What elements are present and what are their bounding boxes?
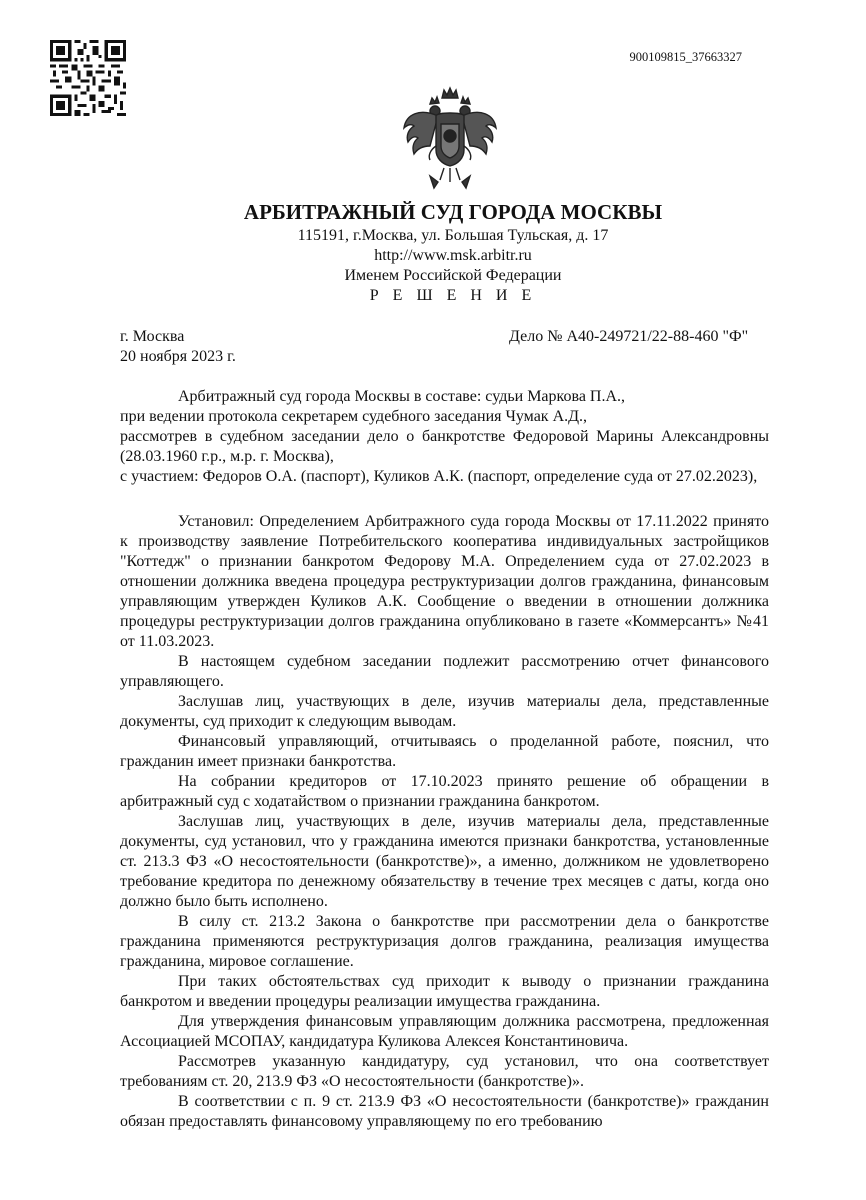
paragraph: В соответствии с п. 9 ст. 213.9 ФЗ «О несостоятельности (банкротстве)» гражданин обязан предоставлять финансовому управляющему по его требованию (120, 1093, 769, 1130)
court-header (0, 198, 866, 306)
case-number: Дело № А40-249721/22-88-460 "Ф" (509, 328, 749, 345)
composition-line: с участием: Федоров О.А. (паспорт), Куликов А.К. (паспорт, определение суда от 27.02.2023), (120, 468, 758, 485)
composition-line: Арбитражный суд города Москвы в составе: судьи Маркова П.А., (178, 388, 626, 405)
composition-line: рассмотрев в судебном заседании дело о банкротстве Федоровой Марины Александровны (28.03.1960 г.р., м.р. г. Москва), (120, 428, 769, 465)
paragraph: Установил: Определением Арбитражного суда города Москвы от 17.11.2022 принято к производству заявление Потребительского кооператива индивидуальных застройщиков "Коттедж" о признании банкротом Федорову М.А. Определением суда от 27.02.2023 в отношении должника введена процедура реструктуризации долгов гражданина, финансовым управляющим утвержден Куликов А.К. Сообщение о введении в отношении должника процедуры реструктуризации долгов гражданина опубликовано в газете «Коммерсантъ» №41 от 11.03.2023. (120, 513, 769, 650)
place-and-date (120, 327, 236, 367)
paragraph: В силу ст. 213.2 Закона о банкротстве при рассмотрении дела о банкротстве гражданина применяются реструктуризация долгов гражданина, реализация имущества гражданина, мировое соглашение. (120, 913, 769, 970)
court-address: 115191, г.Москва, ул. Большая Тульская, д. 17 (297, 227, 609, 244)
qr-code (50, 40, 126, 116)
decision-body (120, 387, 769, 1132)
city: г. Москва (120, 328, 185, 345)
decision-date: 20 ноября 2023 г. (120, 348, 236, 365)
paragraph: Финансовый управляющий, отчитываясь о проделанной работе, пояснил, что гражданин имеет признаки банкротства. (120, 733, 769, 770)
paragraph: Рассмотрев указанную кандидатуру, суд установил, что она соответствует требованиям ст. 20, 213.9 ФЗ «О несостоятельности (банкротстве)». (120, 1053, 769, 1090)
paragraph: Для утверждения финансовым управляющим должника рассмотрена, предложенная Ассоциацией МСОПАУ, кандидатура Куликова Алексея Константиновича. (120, 1013, 769, 1050)
paragraph: На собрании кредиторов от 17.10.2023 принято решение об обращении в арбитражный суд с ходатайством о признании гражданина банкротом. (120, 773, 769, 810)
paragraph: В настоящем судебном заседании подлежит рассмотрению отчет финансового управляющего. (120, 653, 769, 690)
paragraph: Заслушав лиц, участвующих в деле, изучив материалы дела, представленные документы, суд установил, что у гражданина имеются признаки банкротства, установленные ст. 213.3 ФЗ «О несостоятельности (банкротстве)», а именно, должником не удовлетворено требование кредитора по денежному обязательству в течение трех месяцев с даты, когда оно должно было быть исполнено. (120, 813, 769, 910)
paragraph: При таких обстоятельствах суд приходит к выводу о признании гражданина банкротом и введении процедуры реализации имущества гражданина. (120, 973, 769, 1010)
in-name-of-line: Именем Российской Федерации (344, 267, 562, 284)
court-composition (120, 387, 769, 487)
paragraph: Заслушав лиц, участвующих в деле, изучив материалы дела, представленные документы, суд приходит к следующим выводам. (120, 693, 769, 730)
composition-line: при ведении протокола секретарем судебного заседания Чумак А.Д., (120, 408, 588, 425)
coat-of-arms-icon (400, 84, 500, 192)
court-website: http://www.msk.arbitr.ru (374, 247, 532, 264)
court-name: АРБИТРАЖНЫЙ СУД ГОРОДА МОСКВЫ (243, 200, 663, 224)
decision-title: Р Е Ш Е Н И Е (369, 287, 537, 304)
document-id: 900109815_37663327 (629, 50, 742, 64)
